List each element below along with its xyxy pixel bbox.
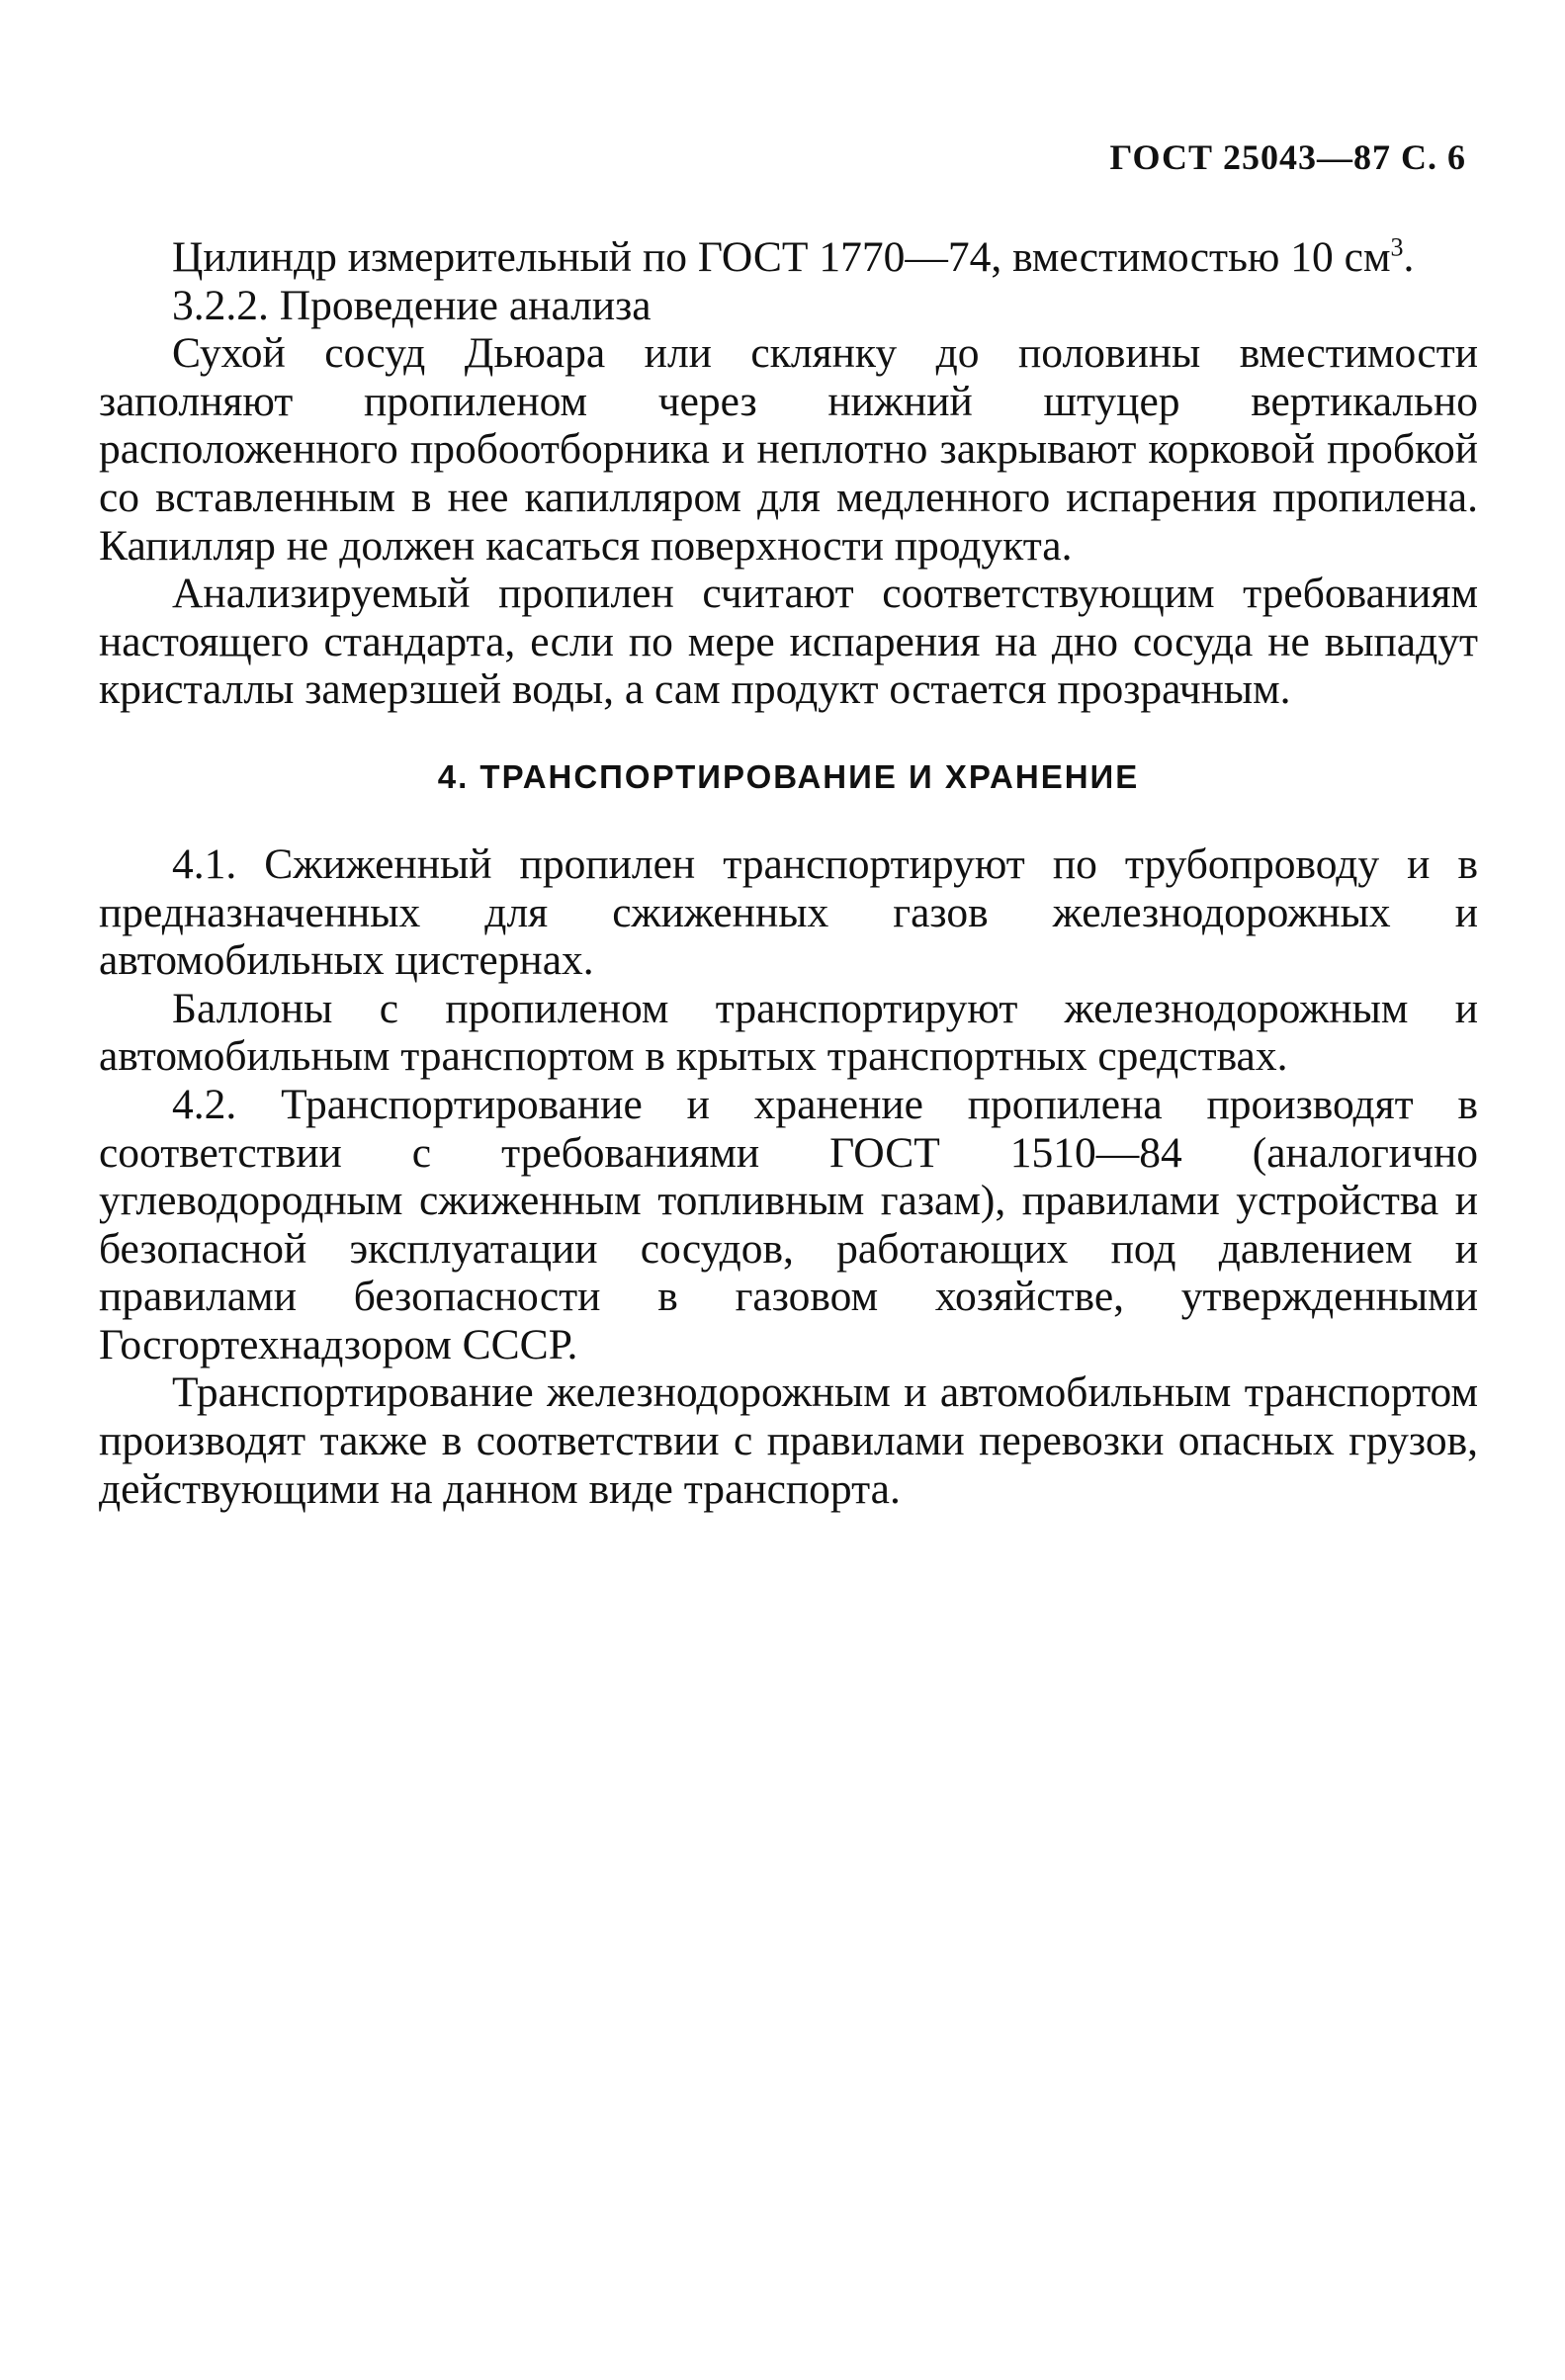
cubic-superscript: 3	[1390, 232, 1404, 262]
clause-4-1: 4.1. Сжиженный пропилен транспортируют по трубопроводу и в предназначенных для сжиженных газов железнодорожных и автомобильных цистернах.	[99, 839, 1478, 985]
paragraph-rail-road-transport: Транспортирование железнодорожным и автомобильным транспортом производят также в соответствии с правилами перевозки опасных грузов, действующими на данном виде транспорта.	[99, 1368, 1478, 1513]
section-4-title: 4. ТРАНСПОРТИРОВАНИЕ И ХРАНЕНИЕ	[437, 757, 1140, 795]
clause-4-2: 4.2. Транспортирование и хранение пропилена производят в соответствии с требованиями ГОСТ 1510—84 (аналогично углеводородным сжиженным топливным газам), правилами устройства и безопасной эксплуатации сосудов, работающих под давлением и правилами безопасности в газовом хозяйстве, утвержденными Госгортехнадзором СССР.	[99, 1080, 1478, 1368]
page-header: ГОСТ 25043—87 С. 6	[1109, 137, 1466, 177]
paragraph-analyzed-propylene: Анализируемый пропилен считают соответствующим требованиям настоящего стандарта, если по мере испарения на дно сосуда не выпадут кристаллы замерзшей воды, а сам продукт остается прозрачным.	[99, 570, 1478, 714]
paragraph-measuring-cylinder	[99, 233, 1478, 282]
paragraph-gas-cylinders: Баллоны с пропиленом транспортируют железнодорожным и автомобильным транспортом в крытых транспортных средствах.	[99, 984, 1478, 1081]
paragraph-dewar-vessel: Сухой сосуд Дьюара или склянку до половины вместимости заполняют пропиленом через нижний штуцер вертикально расположенного пробоотборника и неплотно закрывают корковой пробкой со вставленным в нее капилляром для медленного испарения пропилена. Капилляр не должен касаться поверхности продукта.	[99, 329, 1478, 570]
clause-3-2-2-heading: 3.2.2. Проведение анализа	[172, 281, 652, 329]
document-body	[99, 233, 1478, 1513]
measuring-cylinder-text: Цилиндр измерительный по ГОСТ 1770—74, вместимостью 10 см	[172, 233, 1391, 281]
measuring-cylinder-end: .	[1403, 233, 1415, 281]
